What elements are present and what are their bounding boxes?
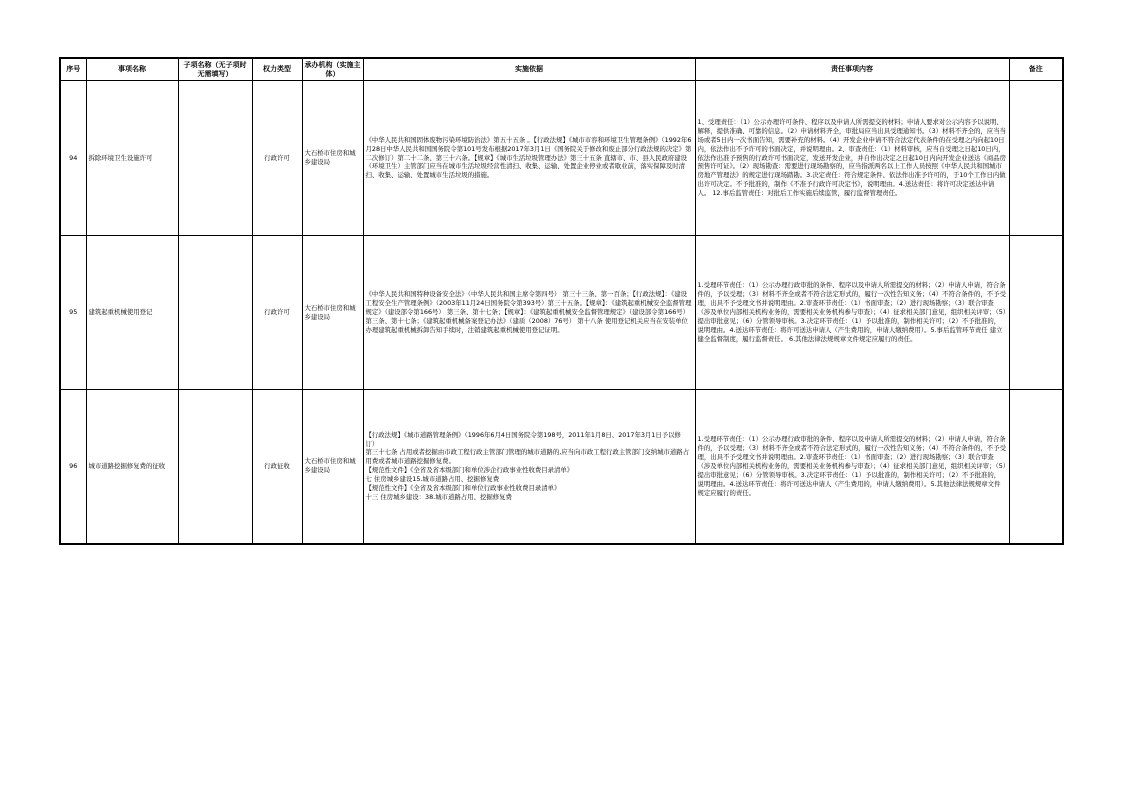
- header-subitem-name: 子项名称（无子项时无需填写）: [178, 58, 252, 81]
- cell-duty: 1、受理责任：（1）公示办理许可条件、程序以及申请人所需提交的材料；申请人要求对公示内容予以说明、解释，提供准确、可靠的信息。（2）申请材料齐全，审批局应当出具受理通知书。（3）材料不齐全的，应当当场或者5日内一次书面告知，需要补充的材料。（4）开发企业申请不符合法定代表条件的在受理之内向起10日内，依法作出不予许可的书面决定，并说明理由。2、审查责任：（1）材料审核，应当自受理之日起10日内，依法作出准予预售的行政许可书面决定，发送开发企业，并自作出决定之日起10日内向开发企业送达《商品房预售许可证》。（2）现场勘查：需要进行现场勘察的，应当指派两名以上工作人员按照《中华人民共和国城市房地产管理法》的规定进行现场踏勘。3.决定责任：符合规定条件、依法作出准予许可的，于10个工作日内做出许可决定。不予批准的，制作《不准予行政许可决定书》，说明理由。4.送达责任：将许可决定送达申请人。 12.事后监管责任：对批后工作实施后续监管，履行监督管理责任。: [695, 81, 1009, 236]
- header-duty: 责任事项内容: [695, 58, 1009, 81]
- cell-remark: [1009, 236, 1063, 390]
- cell-item-name: 城市道路挖掘修复费的征收: [86, 390, 178, 544]
- header-row: [60, 58, 1063, 81]
- header-item-name: 事项名称: [86, 58, 178, 81]
- cell-seq: 94: [60, 81, 86, 236]
- cell-subitem-name: [178, 236, 252, 390]
- cell-basis: 《中华人民共和国固体废物污染环境防治法》第五十五条 。【行政法规】《城市市容和环境卫生管理条例》（1992年6月28日中华人民共和国国务院令第101号发布根据2017年3月1日《国务院关于修改和废止部分行政法规的决定》第二次修订）第二十二条、第三十六条。【规章】《城市生活垃圾管理办法》第三十五条 直辖市、市、县人民政府建设（环境卫生）主管部门应当在城市生活垃圾经营性清扫、收集、运输、处置企业停业或者歇业前，落实保障及时清扫、收集、运输、处置城市生活垃圾的措施。: [363, 81, 695, 236]
- table-row: [60, 81, 1063, 236]
- cell-duty: 1.受理环节责任：（1）公示办理行政审批的条件、程序以及申请人所需提交的材料；（2）申请人申请，符合条件的，予以受理；（3）材料不齐全或者不符合法定形式的，履行一次性告知义务；（4）不符合条件的，不予受理，出具不予受理文书并说明理由。2.审查环节责任：（1）书面审查；（2）进行现场勘察；（3）联合审查（涉及单位内部相关机构业务的，需要相关业务机构参与审查）；（4）征求相关部门意见，组织相关评审；（5）提出审批意见；（6）分管领导审核。3.决定环节责任：（1）予以批准的，制作相关许可；（2）不予批准的，说明理由。4.送达环节责任：将许可送达申请人（产生费用的，申请人缴纳费用）。5.其他法律法规规章文件规定应履行的责任。: [695, 390, 1009, 544]
- header-basis: 实施依据: [363, 58, 695, 81]
- cell-duty: 1.受理环节责任：（1）公示办理行政审批的条件、程序以及申请人所需提交的材料；（2）申请人申请，符合条件的，予以受理；（3）材料不齐全或者不符合法定形式的，履行一次性告知义务；（4）不符合条件的，不予受理，出具不予受理文书并说明理由。2.审查环节责任：（1）书面审查；（2）进行现场勘察；（3）联合审查（涉及单位内部相关机构业务的，需要相关业务机构参与审查）；（4）征求相关部门意见，组织相关评审；（5）提出审批意见；（6）分管领导审核。3.决定环节责任：（1）予以批准的，制作相关许可；（2）不予批准的，说明理由。4.送达环节责任：将许可送达申请人（产生费用的，申请人缴纳费用）。5.事后监管环节责任 建立健全监督制度，履行监督责任。 6.其他法律法规规章文件规定应履行的责任。: [695, 236, 1009, 390]
- cell-item-name: 拆除环境卫生设施许可: [86, 81, 178, 236]
- cell-subitem-name: [178, 390, 252, 544]
- cell-item-name: 建筑起重机械使用登记: [86, 236, 178, 390]
- header-remark: 备注: [1009, 58, 1063, 81]
- cell-remark: [1009, 81, 1063, 236]
- cell-agency: 大石桥市住房和城乡建设局: [302, 81, 363, 236]
- cell-seq: 96: [60, 390, 86, 544]
- header-agency: 承办机构（实施主体）: [302, 58, 363, 81]
- cell-agency: 大石桥市住房和城乡建设局: [302, 236, 363, 390]
- power-list-table: [59, 57, 1064, 545]
- cell-seq: 95: [60, 236, 86, 390]
- table-row: [60, 236, 1063, 390]
- cell-basis: 《中华人民共和国特种设备安全法》（中华人民共和国主席令第四号） 第三十三条、第一百条；【行政法规】：《建设工程安全生产管理条例》（2003年11月24日国务院令第393号）第三十五条。【规章】：《建筑起重机械安全监督管理规定》（建设部令第166号） 第三条、第十七条；【规章】：《建筑起重机械安全监督管理规定》（建设部令第166号） 第三条、第十七条；《建筑起重机械备案登记办法》（建质（2008）76号） 第十八条 使用登记机关应当在安装单位办理建筑起重机械拆卸告知手续时，注销建筑起重机械使用登记证明。: [363, 236, 695, 390]
- cell-agency: 大石桥市住房和城乡建设局: [302, 390, 363, 544]
- cell-remark: [1009, 390, 1063, 544]
- cell-power-type: 行政征收: [252, 390, 302, 544]
- header-seq: 序号: [60, 58, 86, 81]
- cell-subitem-name: [178, 81, 252, 236]
- cell-power-type: 行政许可: [252, 236, 302, 390]
- header-power-type: 权力类型: [252, 58, 302, 81]
- cell-basis: 【行政法规】《城市道路管理条例》（1996年6月4日国务院令第198号，2011年1月8日、2017年3月1日予以修订） 第三十七条 占用或者挖掘由市政工程行政主管部门管理的城市道路的,应当向市政工程行政主管部门交纳城市道路占用费或者城市道路挖掘修复费。 【规范性文件】《全省及省本级部门和单位涉企行政事业性收费目录清单》 七 住房城乡建设15.城市道路占用、挖掘修复费 【规范性文件】《全省及省本级部门和单位行政事业性收费目录清单》 十三 住房城乡建设：38.城市道路占用、挖掘修复费: [363, 390, 695, 544]
- cell-power-type: 行政许可: [252, 81, 302, 236]
- table-row: [60, 390, 1063, 544]
